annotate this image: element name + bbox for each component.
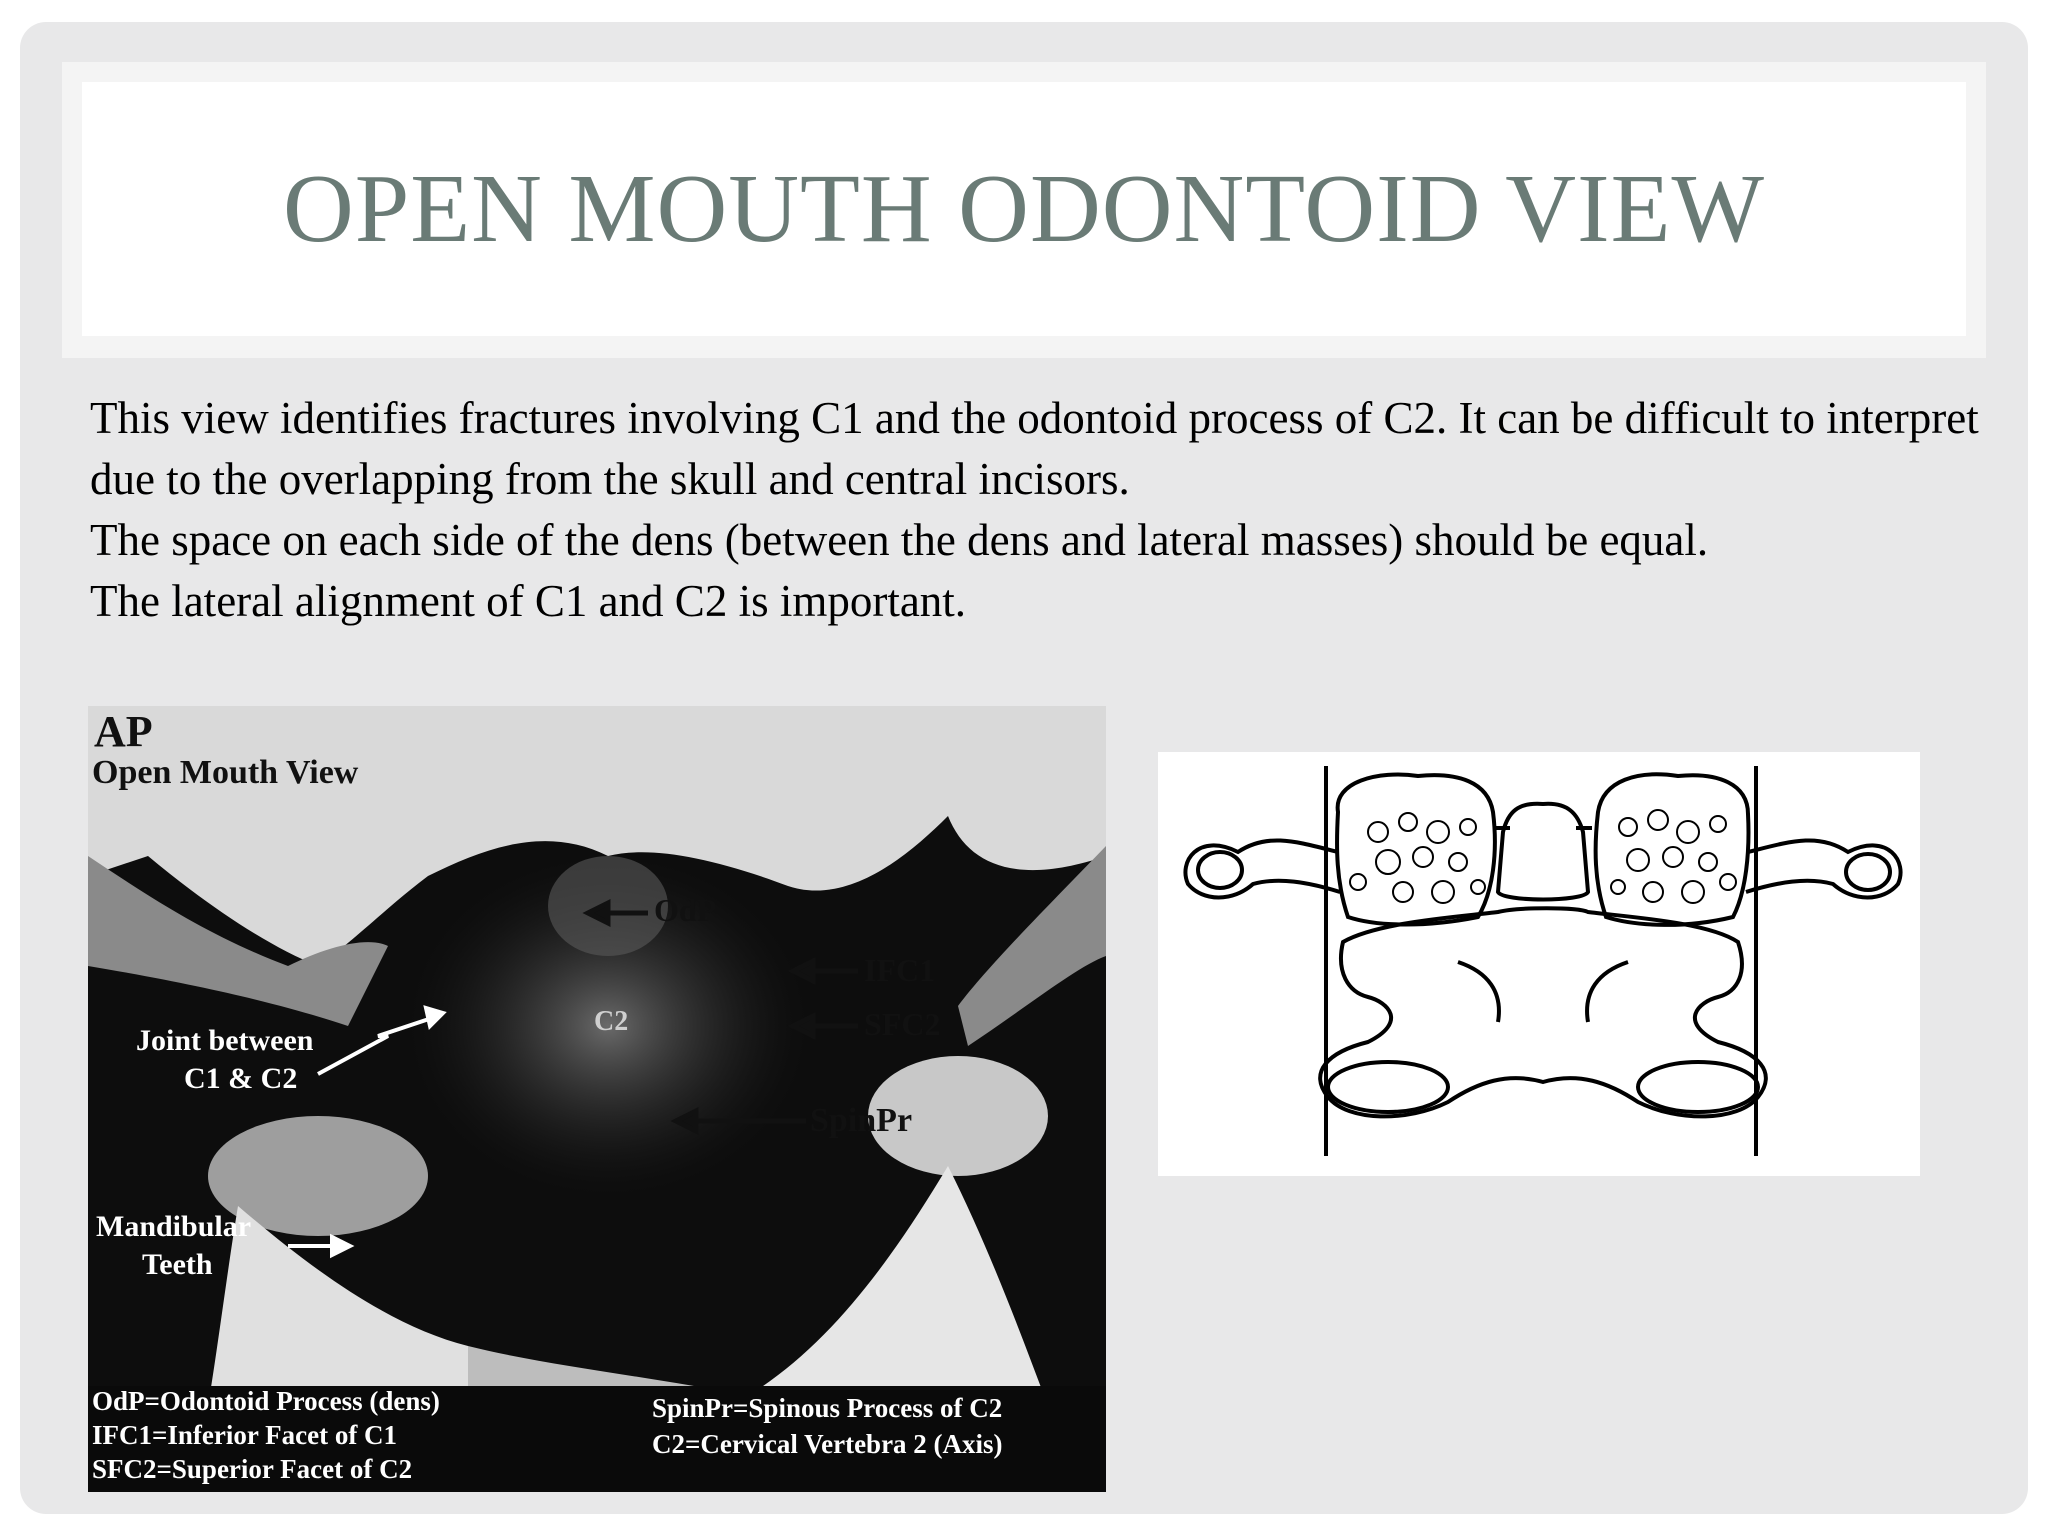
legend-right — [652, 1390, 1003, 1462]
c1-c2-diagram — [1158, 752, 1920, 1176]
legend-sfc2: SFC2=Superior Facet of C2 — [92, 1454, 413, 1484]
c1-c2-drawing — [1158, 752, 1920, 1176]
xray-image — [88, 706, 1106, 1492]
label-mandibular-line1: Mandibular — [96, 1210, 252, 1243]
legend-ifc1: IFC1=Inferior Facet of C1 — [92, 1420, 398, 1450]
body-text — [90, 388, 1990, 632]
paragraph-1: This view identifies fractures involving C1 and the odontoid process of C2. It can be difficult to interpret due to the overlapping from the skull and central incisors. — [90, 393, 1979, 504]
title-box — [82, 82, 1966, 336]
label-c2: C2 — [594, 1006, 629, 1037]
label-spinpr: SpinPr — [810, 1102, 913, 1139]
label-mandibular-line2: Teeth — [142, 1248, 213, 1281]
xray-graphic — [88, 706, 1106, 1492]
xray-heading-view: Open Mouth View — [92, 754, 359, 791]
xray-heading-ap: AP — [94, 707, 153, 756]
label-joint-line2: C1 & C2 — [184, 1062, 298, 1095]
slide-title: OPEN MOUTH ODONTOID VIEW — [282, 155, 1766, 263]
paragraph-2: The space on each side of the dens (between the dens and lateral masses) should be equal. — [90, 515, 1709, 565]
legend-left — [92, 1384, 440, 1486]
label-odp: OdP — [654, 892, 717, 928]
paragraph-3: The lateral alignment of C1 and C2 is important. — [90, 576, 967, 626]
legend-odp: OdP=Odontoid Process (dens) — [92, 1386, 440, 1416]
label-joint-line1: Joint between — [136, 1024, 314, 1057]
label-sfc2: SFC2 — [864, 1006, 941, 1042]
legend-spinpr: SpinPr=Spinous Process of C2 — [652, 1393, 1003, 1423]
label-ifc1: IFC1 — [864, 952, 936, 988]
legend-c2: C2=Cervical Vertebra 2 (Axis) — [652, 1429, 1003, 1459]
